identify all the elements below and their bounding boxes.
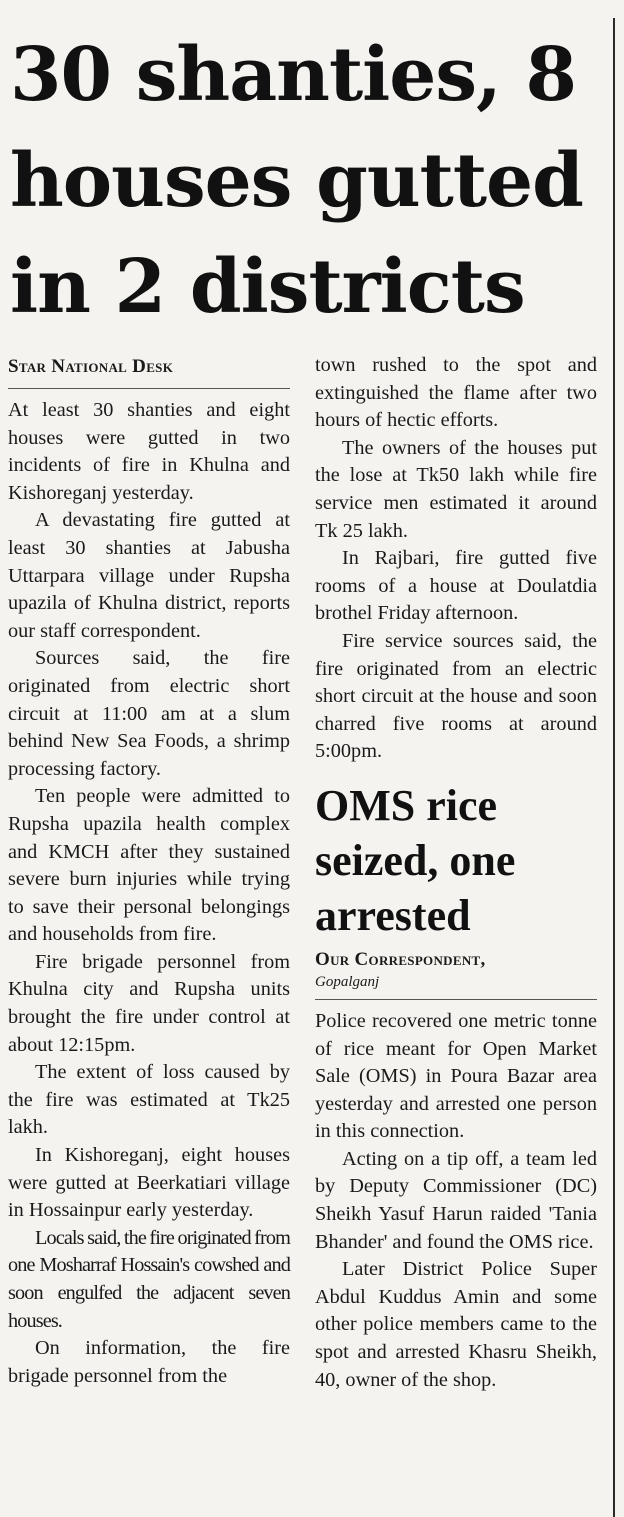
headline-line-1: 30 shanties, 8 [10,32,577,118]
main-headline [10,22,610,340]
story1-column-2 [315,352,597,1394]
story1-paragraph-2: A devastating fire gutted at least 30 shanties at Jabusha Uttarpara village under Rupsha upazila of Khulna district, reports our staff correspondent. [8,509,290,642]
headline-line-2: houses gutted [10,138,583,224]
story2-paragraph-2: Acting on a tip off, a team led by Deputy Commissioner (DC) Sheikh Yasuf Harun raided 'Tania Bhander' and found the OMS rice. [315,1147,597,1253]
story1-paragraph-7: In Kishoreganj, eight houses were gutted at Beerkatiari village in Hossainpur early yesterday. [8,1144,290,1222]
story2-byline: Our Correspondent, [315,948,486,970]
story2-byline-place: Gopalganj [315,973,380,990]
column-rule [613,18,615,1517]
headline-line-3: in 2 districts [10,244,525,330]
story1-byline: Star National Desk [8,356,174,377]
story1-column-1 [8,354,290,1390]
story1-paragraph-8: Locals said, the fire originated from one Mosharraf Hossain's cowshed and soon engulfed the adjacent seven houses. [8,1226,290,1332]
story1-paragraph-4: Ten people were admitted to Rupsha upazila health complex and KMCH after they sustained severe burn injuries while trying to save their personal belongings and households from fire. [8,785,290,946]
story2-byline-divider [315,999,597,1000]
byline-divider [8,388,290,389]
story1-paragraph-5: Fire brigade personnel from Khulna city and Rupsha units brought the fire under control at about 12:15pm. [8,950,290,1056]
story1-paragraph-1: At least 30 shanties and eight houses were gutted in two incidents of fire in Khulna and Kishoreganj yesterday. [8,399,290,504]
story1-paragraph-9: On information, the fire brigade personnel from the [8,1337,290,1387]
story2-paragraph-1: Police recovered one metric tonne of rice meant for Open Market Sale (OMS) in Poura Bazar area yesterday and arrested one person in this connection. [315,1009,597,1143]
story1-continued-2: The owners of the houses put the lose at Tk50 lakh while fire service men estimated it around Tk 25 lakh. [315,436,597,542]
story1-paragraph-3: Sources said, the fire originated from electric short circuit at 11:00 am at a slum behind New Sea Foods, a shrimp processing factory. [8,647,290,780]
story1-continued-3: In Rajbari, fire gutted five rooms of a house at Doulatdia brothel Friday afternoon. [315,547,597,625]
story1-paragraph-6: The extent of loss caused by the fire was estimated at Tk25 lakh. [8,1061,290,1139]
story2-paragraph-3: Later District Police Super Abdul Kuddus Amin and some other police members came to the spot and arrested Khasru Sheikh, 40, owner of the shop. [315,1258,597,1391]
story2-headline: OMS rice seized, one arrested [315,780,516,940]
story1-continued-4: Fire service sources said, the fire originated from an electric short circuit at the house and soon charred five rooms at around 5:00pm. [315,629,597,763]
story1-continued-1: town rushed to the spot and extinguished the flame after two hours of hectic efforts. [315,354,597,432]
